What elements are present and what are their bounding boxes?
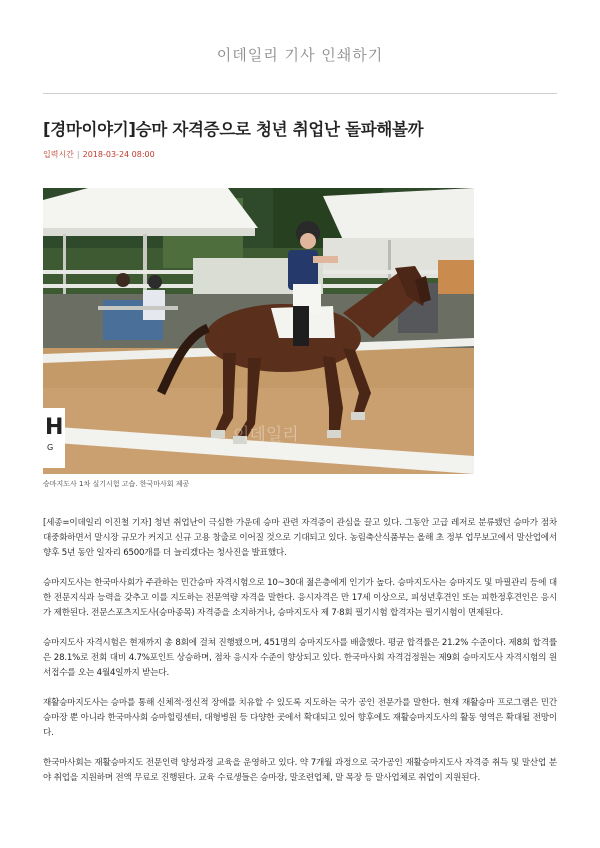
paragraph-5: 한국마사회는 재활승마지도 전문인력 양성과정 교육을 운영하고 있다. 약 7개월 과정으로 국가공인 재활승마지도사 자격증 취득 및 말산업 분야 취업을 지원하며 전액 무료로 진행된다. 교육 수료생들은 승마장, 말조련업체, 말 목장 등 말사업체로 취업이 지원된다. [43, 758, 557, 783]
publish-date: 2018-03-24 08:00 [82, 150, 155, 159]
paragraph-3: 승마지도사 자격시험은 현재까지 총 8회에 걸쳐 진행됐으며, 451명의 승마지도사를 배출했다. 평균 합격률은 21.2% 수준이다. 제8회 합격률은 28.1%로 전회 대비 4.7%포인트 상승하며, 점차 응시자 수준이 향상되고 있다. 한국마사회 자격검정원는 제9회 승마지도사 자격시험의 원서접수를 오는 4월4일까지 받는다. [43, 638, 557, 678]
print-page-title: 이데일리 기사 인쇄하기 [216, 46, 384, 64]
article-body [43, 516, 557, 801]
meta-separator: | [76, 150, 80, 159]
meta-label: 입력시간 [43, 150, 74, 159]
article-meta [43, 149, 155, 160]
photo-caption: 승마지도사 1차 실기시험 고습. 한국마사회 제공 [43, 480, 190, 488]
paragraph-1: [세종=이데일리 이진철 기자] 청년 취업난이 극심한 가운데 승마 관련 자격증이 관심을 끌고 있다. 그동안 고급 레저로 분류됐던 승마가 점차 대중화하면서 말시장 규모가 커지고 신규 고용 창출로 이어질 것으로 기대되고 있다. 농림축산식품부는 올해 초 정부 업무보고에서 말산업에서 향후 5년 동안 일자리 6500개를 더 늘리겠다는 청사진을 발표했다. [43, 518, 557, 558]
horse-rider-photo [43, 188, 474, 474]
photo-watermark: 이데일리 [233, 425, 299, 445]
arena-letter-sign: H [45, 415, 64, 440]
article-headline: [경마이야기]승마 자격증으로 청년 취업난 돌파해볼까 [43, 120, 424, 139]
paragraph-2: 승마지도사는 한국마사회가 주관하는 민간승마 자격시험으로 10~30대 젊은층에게 인기가 높다. 승마지도사는 승마지도 및 마필관리 등에 대한 전문지식과 능력을 갖추고 이를 지도하는 전문역량 자격을 말한다. 응시자격은 만 17세 이상으로, 피성년후견인 또는 피한정후견인은 응시가 제한된다. 전문스포츠지도사(승마종목) 자격증을 소지하거나, 승마지도사 제 7·8회 필기시험 합격자는 필기시험이 면제된다. [43, 578, 557, 618]
article-photo [43, 188, 474, 474]
paragraph-4: 재활승마지도사는 승마를 통해 신체적·정신적 장애를 치유할 수 있도록 지도하는 국가 공인 전문가를 말한다. 현재 재활승마 프로그램은 민간승마장 뿐 아니라 한국마사회 승마힐링센터, 대형병원 등 다양한 곳에서 확대되고 있어 향후에도 재활승마지도사의 활동 영역은 확대될 전망이다. [43, 698, 557, 738]
header-divider [43, 93, 557, 94]
arena-small-sign: G [47, 443, 54, 452]
